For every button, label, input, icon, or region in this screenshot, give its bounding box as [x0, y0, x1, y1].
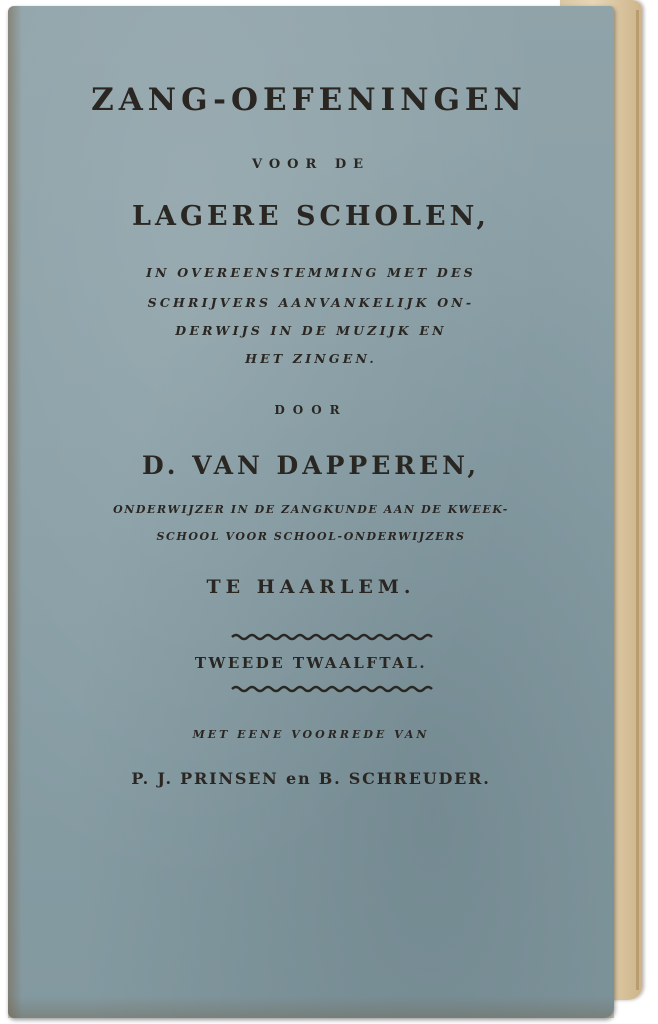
- cover-stain-bottom: [8, 996, 614, 1018]
- author-role-line-1: ONDERWIJZER IN DE ZANGKUNDE AAN DE KWEEK-: [113, 503, 509, 516]
- ornament-rule-top: [230, 632, 438, 642]
- cover: [8, 6, 614, 1018]
- page-edge-shadow: [636, 10, 639, 990]
- lagere-scholen-line: LAGERE SCHOLEN,: [132, 201, 490, 232]
- subtitle-line-1: IN OVEREENSTEMMING MET DES: [146, 265, 476, 280]
- book-title: ZANG-OEFENINGEN: [91, 82, 527, 118]
- ornament-rule-bottom: [230, 684, 438, 694]
- subtitle-line-4: HET ZINGEN.: [245, 351, 377, 366]
- foreword-authors: P. J. PRINSEN en B. SCHREUDER.: [131, 769, 491, 788]
- voor-de-line: VOOR DE: [251, 157, 371, 172]
- subtitle-line-2: SCHRIJVERS AANVANKELIJK ON-: [147, 295, 475, 310]
- volume-line: TWEEDE TWAALFTAL.: [194, 654, 428, 672]
- author-name: D. VAN DAPPEREN,: [141, 451, 481, 480]
- foreword-intro: MET EENE VOORREDE VAN: [192, 728, 430, 741]
- door-line: DOOR: [274, 403, 348, 417]
- subtitle-line-3: DERWIJS IN DE MUZIJK EN: [175, 323, 447, 338]
- author-role-line-2: SCHOOL VOOR SCHOOL-ONDERWIJZERS: [156, 530, 466, 543]
- place-line: TE HAARLEM.: [206, 576, 416, 598]
